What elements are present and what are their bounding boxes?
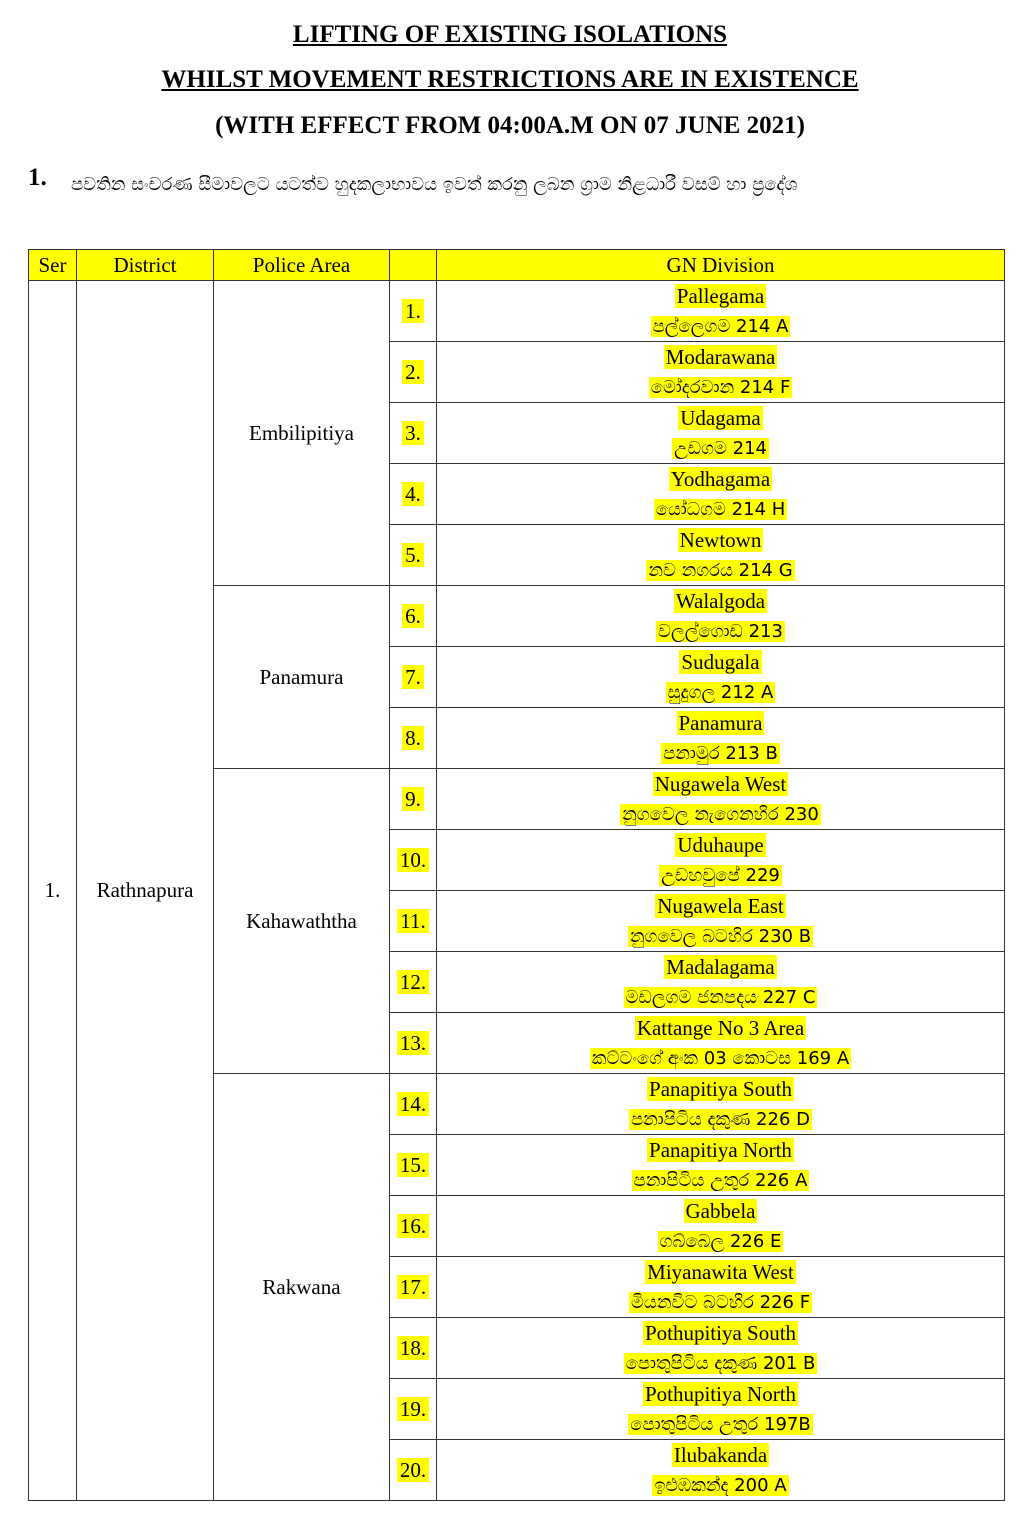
row-number-cell bbox=[390, 1440, 437, 1501]
gn-name-english: Udagama bbox=[680, 405, 761, 430]
gn-division-cell bbox=[437, 952, 1005, 1013]
row-number-cell bbox=[390, 891, 437, 952]
gn-name-sinhala: උඩහවුපේ 229 bbox=[661, 864, 780, 886]
row-number-cell bbox=[390, 1318, 437, 1379]
police-area-cell: Rakwana bbox=[214, 1074, 390, 1501]
gn-name-sinhala: ගබ්බෙල 226 E bbox=[659, 1230, 782, 1252]
gn-division-cell bbox=[437, 464, 1005, 525]
gn-division-cell bbox=[437, 1379, 1005, 1440]
header-gn-division: GN Division bbox=[437, 250, 1005, 281]
gn-division-cell bbox=[437, 1135, 1005, 1196]
gn-name-english: Panapitiya South bbox=[649, 1076, 792, 1101]
gn-division-cell bbox=[437, 586, 1005, 647]
row-number-cell bbox=[390, 769, 437, 830]
gn-name-english: Pothupitiya South bbox=[644, 1320, 797, 1345]
police-area-cell: Panamura bbox=[214, 586, 390, 769]
row-number: 6. bbox=[402, 604, 424, 628]
gn-name-english: Yodhagama bbox=[670, 466, 771, 491]
row-number: 14. bbox=[397, 1092, 429, 1116]
gn-name-english: Panamura bbox=[678, 710, 763, 735]
row-number: 4. bbox=[402, 482, 424, 506]
gn-name-sinhala: මෝදරවාන 214 F bbox=[650, 376, 791, 398]
gn-name-english: Walalgoda bbox=[675, 588, 766, 613]
gn-name-sinhala: පනාපිටිය උතුර 226 A bbox=[633, 1169, 808, 1191]
row-number: 13. bbox=[397, 1031, 429, 1055]
gn-name-english: Miyanawita West bbox=[647, 1259, 794, 1284]
gn-name-english: Gabbela bbox=[685, 1198, 756, 1223]
row-number: 10. bbox=[397, 848, 429, 872]
row-number-cell bbox=[390, 525, 437, 586]
gn-name-english: Pothupitiya North bbox=[644, 1381, 797, 1406]
table-body bbox=[29, 281, 1005, 1501]
row-number: 2. bbox=[402, 360, 424, 384]
gn-name-sinhala: නුගවෙල නැගෙනහිර 230 bbox=[622, 803, 819, 825]
table-row bbox=[29, 281, 1005, 342]
gn-name-english: Madalagama bbox=[666, 954, 775, 979]
gn-name-sinhala: පොතුපිටිය දකුණ 201 B bbox=[625, 1352, 816, 1374]
row-number-cell bbox=[390, 1135, 437, 1196]
table-header-row bbox=[29, 250, 1005, 281]
row-number: 17. bbox=[397, 1275, 429, 1299]
header-number bbox=[390, 250, 437, 281]
gn-name-sinhala: කට්ටංගේ අංක 03 කොටස 169 A bbox=[591, 1047, 850, 1069]
gn-division-cell bbox=[437, 647, 1005, 708]
gn-name-english: Panapitiya North bbox=[649, 1137, 792, 1162]
gn-division-cell bbox=[437, 891, 1005, 952]
gn-division-cell bbox=[437, 281, 1005, 342]
gn-division-cell bbox=[437, 1196, 1005, 1257]
section-text: පවතින සංචරණ සීමාවලට යටත්ව හුදකලාභාවය ඉවත් කරනු ලබන ග්‍රාම නිළධාරී වසම් හා ප්‍රදේශ bbox=[71, 174, 798, 195]
row-number: 3. bbox=[402, 421, 424, 445]
gn-name-sinhala: මියනවිට බටහිර 226 F bbox=[630, 1291, 811, 1313]
gn-division-cell bbox=[437, 342, 1005, 403]
row-number-cell bbox=[390, 586, 437, 647]
row-number-cell bbox=[390, 403, 437, 464]
row-number: 9. bbox=[402, 787, 424, 811]
row-number: 20. bbox=[397, 1458, 429, 1482]
gn-name-english: Modarawana bbox=[665, 344, 776, 369]
gn-name-english: Nugawela East bbox=[657, 893, 784, 918]
gn-name-sinhala: පනාමුර 213 B bbox=[663, 742, 778, 764]
row-number-cell bbox=[390, 1013, 437, 1074]
row-number: 11. bbox=[397, 909, 428, 933]
gn-name-english: Uduhaupe bbox=[677, 832, 764, 857]
section-number: 1. bbox=[28, 164, 47, 191]
police-area-cell: Embilipitiya bbox=[214, 281, 390, 586]
gn-name-sinhala: ඉළුඹකන්ද 200 A bbox=[654, 1474, 787, 1496]
row-number: 5. bbox=[402, 543, 424, 567]
gn-division-cell bbox=[437, 769, 1005, 830]
row-number-cell bbox=[390, 647, 437, 708]
gn-division-cell bbox=[437, 525, 1005, 586]
gn-name-english: Nugawela West bbox=[654, 771, 787, 796]
gn-name-sinhala: පල්ලෙගම 214 A bbox=[652, 315, 789, 337]
gn-division-table bbox=[28, 249, 1005, 1501]
police-area-cell: Kahawaththa bbox=[214, 769, 390, 1074]
gn-name-english: Newtown bbox=[679, 527, 762, 552]
row-number: 19. bbox=[397, 1397, 429, 1421]
gn-name-english: Pallegama bbox=[676, 283, 765, 308]
gn-name-sinhala: මඩලගම ජනපදය 227 C bbox=[625, 986, 816, 1008]
gn-division-cell bbox=[437, 403, 1005, 464]
gn-name-sinhala: උඩගම 214 bbox=[674, 437, 767, 459]
district-cell: Rathnapura bbox=[77, 281, 214, 1501]
header-ser: Ser bbox=[29, 250, 77, 281]
row-number-cell bbox=[390, 281, 437, 342]
header-police-area: Police Area bbox=[214, 250, 390, 281]
gn-division-cell bbox=[437, 1013, 1005, 1074]
row-number-cell bbox=[390, 1074, 437, 1135]
row-number: 7. bbox=[402, 665, 424, 689]
gn-name-sinhala: සුදුගල 212 A bbox=[667, 681, 774, 703]
gn-name-sinhala: නුගවෙල බටහිර 230 B bbox=[629, 925, 812, 947]
gn-name-sinhala: වලල්ගොඩ 213 bbox=[658, 620, 783, 642]
gn-name-sinhala: පනාපිටිය දකුණ 226 D bbox=[631, 1108, 810, 1130]
gn-name-english: Ilubakanda bbox=[673, 1442, 768, 1467]
gn-division-cell bbox=[437, 1318, 1005, 1379]
gn-name-english: Kattange No 3 Area bbox=[636, 1015, 805, 1040]
row-number-cell bbox=[390, 952, 437, 1013]
gn-name-sinhala: යෝධගම 214 H bbox=[655, 498, 786, 520]
row-number: 1. bbox=[402, 299, 424, 323]
gn-name-sinhala: නව නගරය 214 G bbox=[648, 559, 793, 581]
gn-division-cell bbox=[437, 1440, 1005, 1501]
gn-division-cell bbox=[437, 830, 1005, 891]
ser-cell: 1. bbox=[29, 281, 77, 1501]
header-district: District bbox=[77, 250, 214, 281]
row-number: 18. bbox=[397, 1336, 429, 1360]
row-number-cell bbox=[390, 464, 437, 525]
row-number: 12. bbox=[397, 970, 429, 994]
gn-name-english: Sudugala bbox=[681, 649, 760, 674]
row-number-cell bbox=[390, 708, 437, 769]
gn-name-sinhala: පොතුපිටිය උතුර 197B bbox=[630, 1413, 811, 1435]
row-number-cell bbox=[390, 342, 437, 403]
title-line-3: (WITH EFFECT FROM 04:00A.M ON 07 JUNE 2021) bbox=[215, 112, 805, 139]
row-number: 16. bbox=[397, 1214, 429, 1238]
row-number: 15. bbox=[397, 1153, 429, 1177]
gn-division-cell bbox=[437, 1074, 1005, 1135]
row-number-cell bbox=[390, 830, 437, 891]
row-number-cell bbox=[390, 1379, 437, 1440]
row-number-cell bbox=[390, 1257, 437, 1318]
gn-division-cell bbox=[437, 1257, 1005, 1318]
title-line-2: WHILST MOVEMENT RESTRICTIONS ARE IN EXISTENCE bbox=[161, 66, 859, 93]
row-number-cell bbox=[390, 1196, 437, 1257]
gn-division-cell bbox=[437, 708, 1005, 769]
row-number: 8. bbox=[402, 726, 424, 750]
title-line-1: LIFTING OF EXISTING ISOLATIONS bbox=[292, 21, 728, 48]
